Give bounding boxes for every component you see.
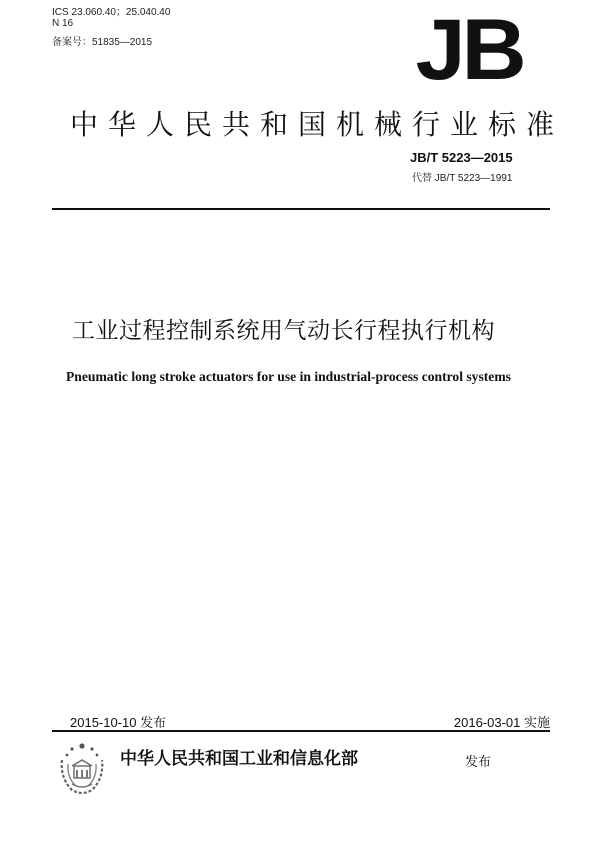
issuer-suffix: 发布 xyxy=(465,755,492,770)
issue-date: 2015-10-10 发布 xyxy=(70,715,167,730)
document-title-chinese: 工业过程控制系统用气动长行程执行机构 xyxy=(72,318,495,344)
ics-code: ICS 23.060.40；25.040.40 xyxy=(52,7,171,18)
top-divider xyxy=(52,208,550,210)
standard-number: JB/T 5223—2015 xyxy=(410,150,513,165)
classification-code: N 16 xyxy=(52,18,74,29)
document-title-english: Pneumatic long stroke actuators for use in industrial-process control systems xyxy=(66,369,511,384)
replaces-standard: 代替 JB/T 5223—1991 xyxy=(412,173,513,184)
national-emblem-icon xyxy=(54,740,110,798)
org-title: 中华人民共和国机械行业标准 xyxy=(70,108,565,141)
implementation-date: 2016-03-01 实施 xyxy=(453,715,550,730)
bottom-divider xyxy=(52,730,550,732)
jb-logo: JB xyxy=(415,2,523,98)
record-number: 备案号：51835—2015 xyxy=(52,37,153,48)
issuing-authority: 中华人民共和国工业和信息化部 xyxy=(120,749,358,769)
